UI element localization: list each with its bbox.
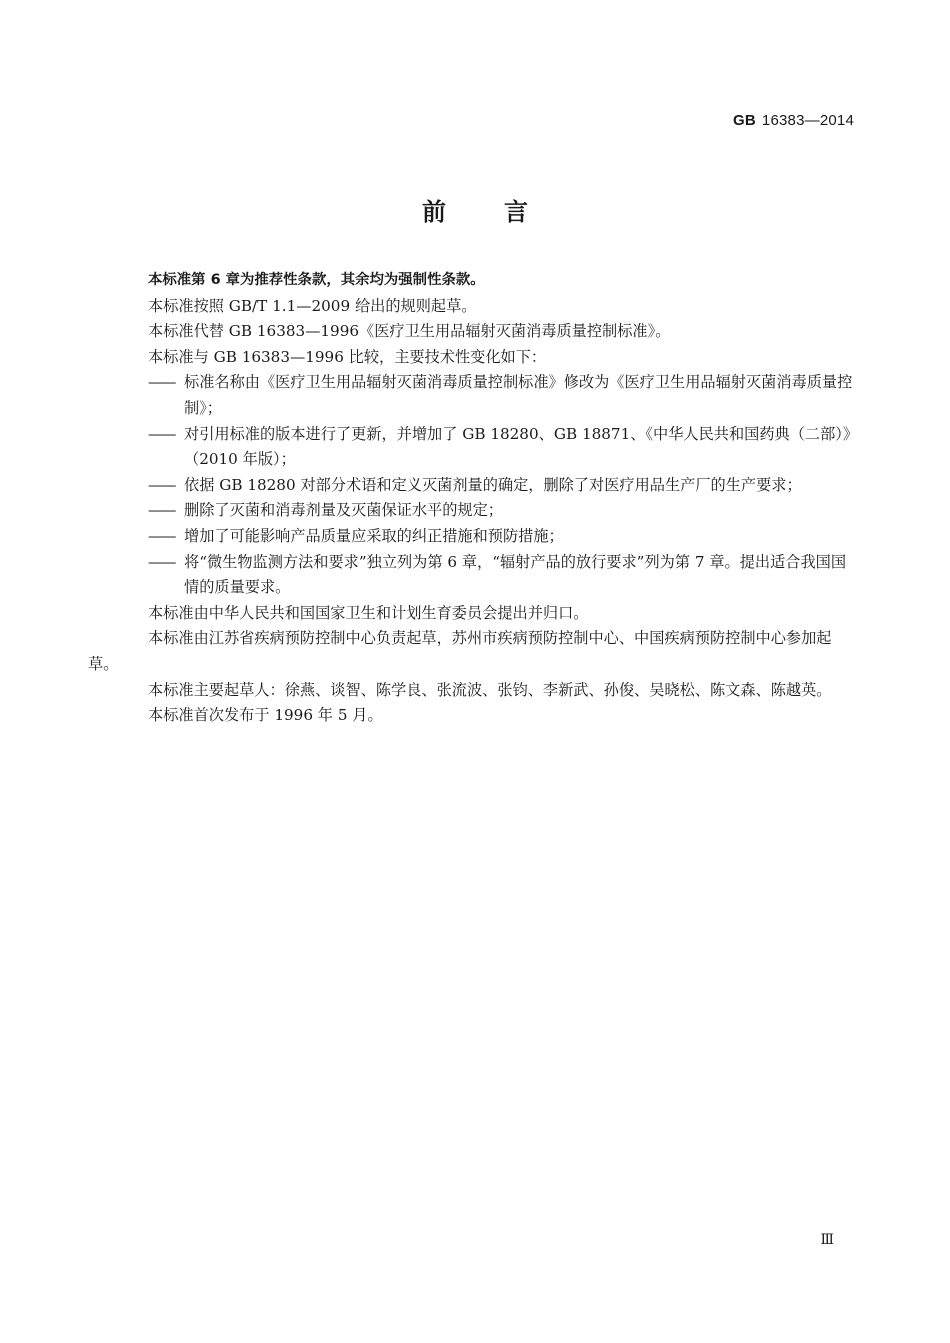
change-text: 将“微生物监测方法和要求”独立列为第 6 章，“辐射产品的放行要求”列为第 7 章。提出适合我国国情的质量要求。 <box>184 552 847 597</box>
dash-marker: —— <box>148 424 175 443</box>
change-item <box>88 524 856 550</box>
dash-marker: —— <box>148 526 175 545</box>
paragraph-drafting-org: 本标准由江苏省疾病预防控制中心负责起草，苏州市疾病预防控制中心、中国疾病预防控制中心参加起草。 <box>88 629 832 673</box>
dash-marker: —— <box>148 373 175 392</box>
change-text: 对引用标准的版本进行了更新，并增加了 GB 18280、GB 18871、《中华人民共和国药典（二部）》（2010 年版）； <box>184 424 851 469</box>
paragraph-mandatory-note: 本标准第 6 章为推荐性条款，其余均为强制性条款。 <box>148 272 485 288</box>
page-number: Ⅲ <box>820 1232 834 1248</box>
paragraph-drafters: 本标准主要起草人：徐燕、谈智、陈学良、张流波、张钧、李新武、孙俊、吴晓松、陈文森、陈越英。 <box>148 680 832 699</box>
change-text: 增加了可能影响产品质量应采取的纠正措施和预防措施； <box>184 526 564 545</box>
change-item <box>88 550 856 601</box>
change-text: 标准名称由《医疗卫生用品辐射灭菌消毒质量控制标准》修改为《医疗卫生用品辐射灭菌消毒质量控制》； <box>184 373 853 417</box>
standard-number <box>733 112 854 129</box>
paragraph-drafting-rules: 本标准按照 GB/T 1.1—2009 给出的规则起草。 <box>148 296 477 315</box>
standard-prefix: GB <box>733 112 756 129</box>
change-item <box>88 422 856 473</box>
change-item <box>88 498 856 524</box>
change-text: 删除了灭菌和消毒剂量及灭菌保证水平的规定； <box>184 501 503 520</box>
dash-marker: —— <box>148 501 175 520</box>
standard-code: 16383—2014 <box>761 112 854 129</box>
change-item <box>88 473 856 499</box>
paragraph-first-release: 本标准首次发布于 1996 年 5 月。 <box>148 706 383 725</box>
change-text: 依据 GB 18280 对部分术语和定义灭菌剂量的确定，删除了对医疗用品生产厂的生产要求； <box>184 475 802 494</box>
page-title: 前言 <box>422 198 586 226</box>
change-item <box>88 370 856 421</box>
foreword-body <box>88 268 856 729</box>
paragraph-changes-intro: 本标准与 GB 16383—1996 比较，主要技术性变化如下： <box>148 347 547 366</box>
paragraph-proposer: 本标准由中华人民共和国国家卫生和计划生育委员会提出并归口。 <box>148 603 589 622</box>
paragraph-replaces: 本标准代替 GB 16383—1996《医疗卫生用品辐射灭菌消毒质量控制标准》。 <box>148 322 671 341</box>
dash-marker: —— <box>148 552 175 571</box>
dash-marker: —— <box>148 475 175 494</box>
